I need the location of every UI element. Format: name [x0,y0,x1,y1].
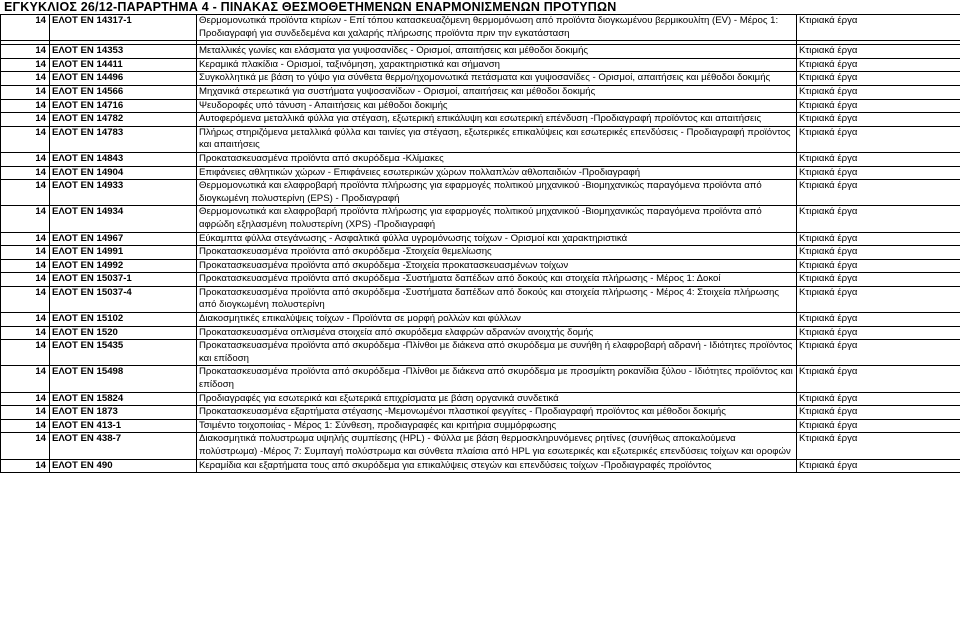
standard-code: ΕΛΟΤ ΕΝ 14566 [50,85,197,99]
standard-code: ΕΛΟΤ ΕΝ 413-1 [50,419,197,433]
row-number: 14 [1,85,50,99]
category-cell: Κτιριακά έργα [797,406,960,420]
standard-code: ΕΛΟΤ ΕΝ 14934 [50,206,197,232]
standard-description: Εύκαμπτα φύλλα στεγάνωσης - Ασφαλτικά φύλλα υγρομόνωσης τοίχων - Ορισμοί και χαρακτηριστικά [197,232,797,246]
category-cell: Κτιριακά έργα [797,246,960,260]
standard-description: Θερμομονωτικά και ελαφροβαρή προϊόντα πλήρωσης για εφαρμογές πολιτικού μηχανικού -Βιομηχανικώς παραγόμενα προϊόντα από αφρώδη εξηλασμένη πολυστερίνη (XPS) -Προδιαγραφή [197,206,797,232]
table-row [1,340,960,366]
category-cell: Κτιριακά έργα [797,326,960,340]
standard-code: ΕΛΟΤ ΕΝ 15435 [50,340,197,366]
standard-description: Προδιαγραφές για εσωτερικά και εξωτερικά επιχρίσματα με βάση οργανικά συνδετικά [197,392,797,406]
row-number: 14 [1,340,50,366]
standard-description: Προκατασκευασμένα προϊόντα από σκυρόδεμα -Συστήματα δαπέδων από δοκούς και στοιχεία πλήρωσης - Μέρος 1: Δοκοί [197,273,797,287]
standard-code: ΕΛΟΤ ΕΝ 15498 [50,366,197,392]
category-cell: Κτιριακά έργα [797,152,960,166]
row-number: 14 [1,15,50,41]
standard-code: ΕΛΟΤ ΕΝ 15037-4 [50,286,197,312]
category-cell: Κτιριακά έργα [797,180,960,206]
row-number: 14 [1,326,50,340]
category-cell: Κτιριακά έργα [797,259,960,273]
table-row [1,232,960,246]
row-number: 14 [1,206,50,232]
row-number: 14 [1,406,50,420]
table-row [1,366,960,392]
category-cell: Κτιριακά έργα [797,126,960,152]
standard-code: ΕΛΟΤ ΕΝ 14933 [50,180,197,206]
table-row [1,419,960,433]
row-number: 14 [1,392,50,406]
category-cell: Κτιριακά έργα [797,340,960,366]
standard-code: ΕΛΟΤ ΕΝ 15102 [50,313,197,327]
row-number: 14 [1,273,50,287]
standard-code: ΕΛΟΤ ΕΝ 14967 [50,232,197,246]
category-cell: Κτιριακά έργα [797,99,960,113]
standard-code: ΕΛΟΤ ΕΝ 438-7 [50,433,197,459]
table-row [1,72,960,86]
row-number: 14 [1,180,50,206]
category-cell: Κτιριακά έργα [797,433,960,459]
table-row [1,286,960,312]
category-cell: Κτιριακά έργα [797,419,960,433]
category-cell: Κτιριακά έργα [797,232,960,246]
standard-code: ΕΛΟΤ ΕΝ 14411 [50,58,197,72]
category-cell: Κτιριακά έργα [797,85,960,99]
row-number: 14 [1,99,50,113]
row-number: 14 [1,433,50,459]
standard-description: Πλήρως στηριζόμενα μεταλλικά φύλλα και ταινίες για στέγαση, εξωτερικές επικαλύψεις και εσωτερικές επενδύσεις - Προδιαγραφή προϊόντος και απαιτήσεις [197,126,797,152]
table-row [1,206,960,232]
standard-code: ΕΛΟΤ ΕΝ 1873 [50,406,197,420]
standard-description: Συγκολλητικά με βάση το γύψο για σύνθετα θερμο/ηχομονωτικά πετάσματα και γυψοσανίδες - Ορισμοί, απαιτήσεις και μέθοδοι δοκιμής [197,72,797,86]
standard-description: Προκατασκευασμένα προϊόντα από σκυρόδεμα -Κλίμακες [197,152,797,166]
row-number: 14 [1,152,50,166]
table-row [1,459,960,473]
table-row [1,273,960,287]
row-number: 14 [1,366,50,392]
standard-description: Προκατασκευασμένα προϊόντα από σκυρόδεμα -Πλίνθοι με διάκενα από σκυρόδεμα με προσμίκτη ροκανίδια ξύλου - Ιδιότητες προϊόντος και επίδοση [197,366,797,392]
standard-description: Μεταλλικές γωνίες και ελάσματα για γυψοσανίδες - Ορισμοί, απαιτήσεις και μέθοδοι δοκιμής [197,45,797,59]
standard-description: Προκατασκευασμένα προϊόντα από σκυρόδεμα -Πλίνθοι με διάκενα από σκυρόδεμα με συνήθη ή ελαφροβαρή αδρανή - Ιδιότητες προϊόντος και επίδοση [197,340,797,366]
standard-code: ΕΛΟΤ ΕΝ 490 [50,459,197,473]
category-cell: Κτιριακά έργα [797,459,960,473]
row-number: 14 [1,313,50,327]
standard-description: Τσιμέντο τοιχοποιίας - Μέρος 1: Σύνθεση, προδιαγραφές και κριτήρια συμμόρφωσης [197,419,797,433]
standard-description: Κεραμικά πλακίδια - Ορισμοί, ταξινόμηση, χαρακτηριστικά και σήμανση [197,58,797,72]
table-row [1,433,960,459]
category-cell: Κτιριακά έργα [797,72,960,86]
row-number: 14 [1,459,50,473]
category-cell: Κτιριακά έργα [797,392,960,406]
category-cell: Κτιριακά έργα [797,166,960,180]
standard-code: ΕΛΟΤ ΕΝ 14353 [50,45,197,59]
category-cell: Κτιριακά έργα [797,273,960,287]
standard-code: ΕΛΟΤ ΕΝ 14716 [50,99,197,113]
table-row [1,166,960,180]
standard-description: Επιφάνειες αθλητικών χώρων - Επιφάνειες εσωτερικών χώρων πολλαπλών αθλοπαιδιών -Προδιαγραφή [197,166,797,180]
standard-description: Αυτοφερόμενα μεταλλικά φύλλα για στέγαση, εξωτερική επικάλυψη και εσωτερική επένδυση -Προδιαγραφή προϊόντος και απαιτήσεις [197,113,797,127]
row-number: 14 [1,126,50,152]
category-cell: Κτιριακά έργα [797,366,960,392]
standard-description: Προκατασκευασμένα προϊόντα από σκυρόδεμα -Στοιχεία θεμελίωσης [197,246,797,260]
category-cell: Κτιριακά έργα [797,45,960,59]
standard-description: Θερμομονωτικά και ελαφροβαρή προϊόντα πλήρωσης για εφαρμογές πολιτικού μηχανικού -Βιομηχανικώς παραγόμενα προϊόντα από διογκωμένη πολυστερίνη (EPS) - Προδιαγραφή [197,180,797,206]
page-title: ΕΓΚΥΚΛΙΟΣ 26/12-ΠΑΡΑΡΤΗΜΑ 4 - ΠΙΝΑΚΑΣ ΘΕΣΜΟΘΕΤΗΜΕΝΩΝ ΕΝΑΡΜΟΝΙΣΜΕΝΩΝ ΠΡΟΤΥΠΩΝ [4,0,617,14]
category-cell: Κτιριακά έργα [797,15,960,41]
standard-description: Διακοσμητικά πολυστρωμα υψηλής συμπίεσης (HPL) - Φύλλα με βάση θερμοσκληρυνόμενες ρητίνες (συνήθως αποκαλούμενα πολύστρωμα) -Μέρος 7: Συμπαγή πολύστρωμα και σύνθετα πλαίσια από HPL για εσωτερικές και εξωτερικές επενδύσεις τοίχων και οροφών [197,433,797,459]
row-number: 14 [1,58,50,72]
standard-code: ΕΛΟΤ ΕΝ 14992 [50,259,197,273]
category-cell: Κτιριακά έργα [797,113,960,127]
table-row [1,326,960,340]
standard-code: ΕΛΟΤ ΕΝ 14496 [50,72,197,86]
standards-table-body [1,15,960,473]
table-row [1,152,960,166]
row-number: 14 [1,45,50,59]
table-row [1,58,960,72]
row-number: 14 [1,72,50,86]
table-row [1,392,960,406]
standard-description: Προκατασκευασμένα εξαρτήματα στέγασης -Μεμονωμένοι πλαστικοί φεγγίτες - Προδιαγραφή προϊόντος και μέθοδοι δοκιμής [197,406,797,420]
standard-description: Διακοσμητικές επικαλύψεις τοίχων - Προϊόντα σε μορφή ρολλών και φύλλων [197,313,797,327]
table-row [1,180,960,206]
standard-description: Ψευδοροφές υπό τάνυση - Απαιτήσεις και μέθοδοι δοκιμής [197,99,797,113]
standard-description: Μηχανικά στερεωτικά για συστήματα γυψοσανίδων - Ορισμοί, απαιτήσεις και μέθοδοι δοκιμής [197,85,797,99]
standard-code: ΕΛΟΤ ΕΝ 14904 [50,166,197,180]
standard-code: ΕΛΟΤ ΕΝ 15037-1 [50,273,197,287]
standard-description: Προκατασκευασμένα προϊόντα από σκυρόδεμα -Στοιχεία προκατασκευασμένων τοίχων [197,259,797,273]
standard-code: ΕΛΟΤ ΕΝ 1520 [50,326,197,340]
row-number: 14 [1,232,50,246]
category-cell: Κτιριακά έργα [797,286,960,312]
standard-description: Προκατασκευασμένα προϊόντα από σκυρόδεμα -Συστήματα δαπέδων από δοκούς και στοιχεία πλήρωσης - Μέρος 4: Στοιχεία πλήρωσης από διογκωμένη πολυστερίνη [197,286,797,312]
standard-description: Προκατασκευασμένα οπλισμένα στοιχεία από σκυρόδεμα ελαφρών αδρανών ανοιχτής δομής [197,326,797,340]
table-row [1,99,960,113]
standard-code: ΕΛΟΤ ΕΝ 14317-1 [50,15,197,41]
row-number: 14 [1,419,50,433]
standards-table [0,14,960,473]
row-number: 14 [1,166,50,180]
category-cell: Κτιριακά έργα [797,313,960,327]
standard-description: Θερμομονωτικά προϊόντα κτιρίων - Επί τόπου κατασκευαζόμενη θερμομόνωση από προϊόντα διογκωμένου βερμικουλίτη (EV) - Μέρος 1: Προδιαγραφή για συνδεδεμένα και χαλαρής πλήρωσης προϊόντα πριν την εγκατάσταση [197,15,797,41]
table-row [1,259,960,273]
category-cell: Κτιριακά έργα [797,206,960,232]
standard-code: ΕΛΟΤ ΕΝ 14782 [50,113,197,127]
standard-description: Κεραμίδια και εξαρτήματα τους από σκυρόδεμα για επικαλύψεις στεγών και επενδύσεις τοίχων -Προδιαγραφές προϊόντος [197,459,797,473]
category-cell: Κτιριακά έργα [797,58,960,72]
row-number: 14 [1,259,50,273]
table-row [1,313,960,327]
standard-code: ΕΛΟΤ ΕΝ 14991 [50,246,197,260]
table-row [1,45,960,59]
standard-code: ΕΛΟΤ ΕΝ 14843 [50,152,197,166]
table-row [1,126,960,152]
table-row [1,113,960,127]
table-row [1,246,960,260]
table-row [1,15,960,41]
row-number: 14 [1,113,50,127]
row-number: 14 [1,246,50,260]
table-row [1,406,960,420]
row-number: 14 [1,286,50,312]
table-row [1,85,960,99]
standard-code: ΕΛΟΤ ΕΝ 14783 [50,126,197,152]
standard-code: ΕΛΟΤ ΕΝ 15824 [50,392,197,406]
